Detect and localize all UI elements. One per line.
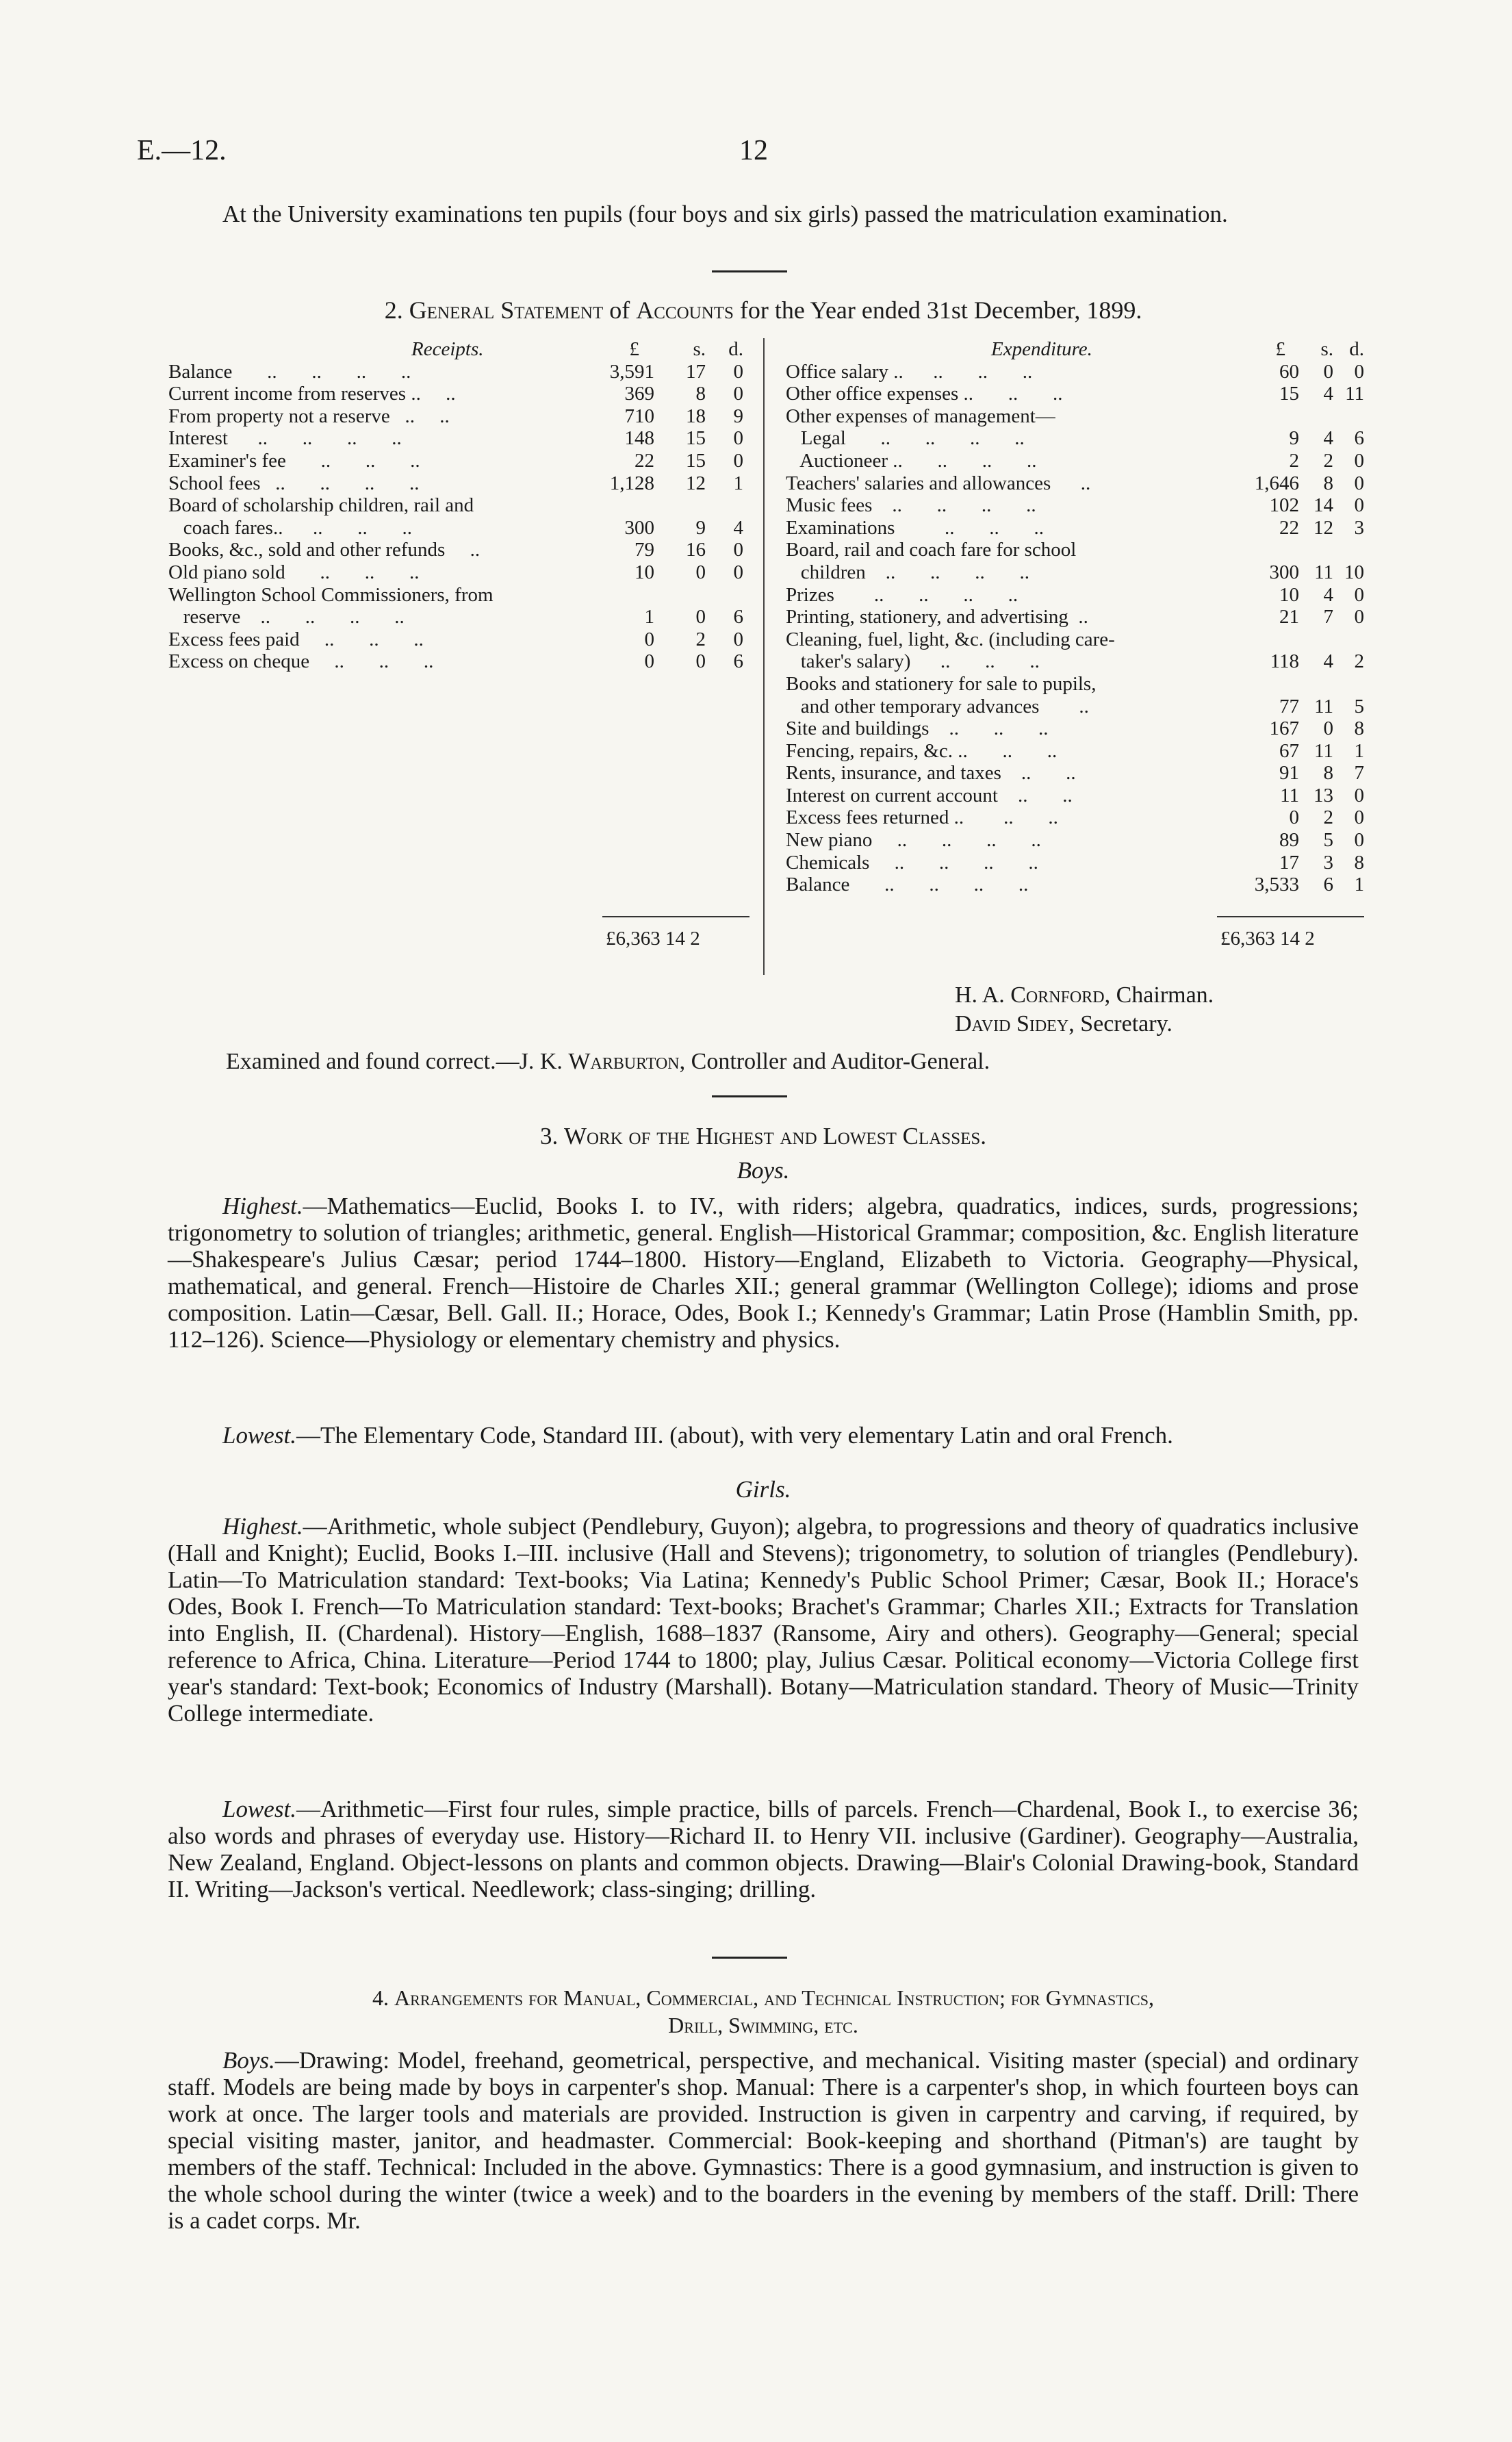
account-row	[786, 361, 1364, 383]
account-shillings: 9	[695, 516, 706, 539]
account-pence: 0	[1354, 784, 1364, 806]
account-shillings: 6	[1323, 874, 1333, 896]
account-pounds: 89	[1279, 829, 1299, 852]
account-pence: 8	[1354, 851, 1364, 874]
account-shillings: 4	[1323, 427, 1333, 450]
account-row	[786, 785, 1364, 807]
account-row	[786, 383, 1364, 405]
account-shillings: 0	[695, 650, 706, 673]
account-label: Excess fees paid .. .. ..	[168, 628, 424, 650]
account-shillings: 14	[1314, 494, 1333, 517]
girls-highest-paragraph: Highest.—Arithmetic, whole subject (Pendlebury, Guyon); algebra, to progressions and theory of quadratics inclusive (Hall and Knight); Euclid, Books I.–III. inclusive (Hall and Stevens); trigonometry, to solution of triangles (Pendlebury). Latin—To Matriculation standard: Text-books; Via Latina; Kennedy's Public School Primer; Cæsar, Book II.; Horace's Odes, Book I. French—To Matriculation standard: Text-books; Brachet's Grammar; Charles XII.; Extracts for Translation into English, II. (Chardenal). History—English, 1688–1837 (Ransome, Airy and others). Geography—General; special reference to Africa, China. Literature—Period 1744 to 1800; play, Julius Cæsar. Political economy—Victoria College first year's standard: Text-book; Economics of Industry (Marshall). Botany—Matriculation standard. Theory of Music—Trinity College intermediate.	[168, 1513, 1359, 1727]
account-shillings: 18	[686, 405, 706, 427]
account-row	[786, 628, 1364, 651]
section4-title: 4. Arrangements for Manual, Commercial, and Technical Instruction; for Gymnastics, Drill, Swimming, etc.	[372, 1985, 1154, 2037]
account-pence: 8	[1354, 717, 1364, 740]
account-pounds: 1,646	[1254, 472, 1299, 494]
account-pence: 0	[1354, 583, 1364, 606]
account-label: Board of scholarship children, rail and	[168, 494, 474, 517]
account-shillings: 0	[695, 561, 706, 583]
pounds-header: £	[1275, 338, 1285, 360]
account-shillings: 12	[686, 472, 706, 494]
account-pounds: 369	[624, 383, 654, 405]
receipts-table	[168, 338, 757, 673]
account-pounds: 60	[1279, 360, 1299, 383]
account-label: Excess fees returned .. .. ..	[786, 806, 1058, 829]
account-row	[786, 740, 1364, 763]
girls-lowest-paragraph: Lowest.—Arithmetic—First four rules, simple practice, bills of parcels. French—Chardenal, Book I., to exercise 36; also words and phrases of everyday use. History—Richard II. to Henry VII. inclusive (Gardiner). Geography—Australia, New Zealand, England. Object-lessons on plants and common objects. Drawing—Blair's Colonial Drawing-book, Standard II. Writing—Jackson's vertical. Needlework; class-singing; drilling.	[168, 1796, 1359, 1903]
account-pounds: 167	[1269, 717, 1299, 740]
account-pounds: 710	[624, 405, 654, 427]
boys-lowest-paragraph: Lowest.—The Elementary Code, Standard III. (about), with very elementary Latin and oral French.	[222, 1422, 1173, 1449]
account-row	[786, 472, 1364, 495]
document-code: E.—12.	[137, 135, 227, 166]
account-pounds: 79	[635, 539, 654, 561]
receipts-heading: Receipts.	[411, 338, 484, 360]
account-row	[168, 383, 757, 405]
account-pounds: 9	[1289, 427, 1299, 450]
account-label: reserve .. .. .. ..	[168, 606, 405, 628]
account-pence: 0	[733, 427, 743, 450]
account-label: New piano .. .. .. ..	[786, 829, 1041, 852]
account-label: Teachers' salaries and allowances ..	[786, 472, 1091, 494]
account-row	[168, 539, 757, 561]
section4-boys-paragraph: Boys.—Drawing: Model, freehand, geometrical, perspective, and mechanical. Visiting master (special) and ordinary staff. Models are being made by boys in carpenter's shop. Manual: There is a carpenter's shop, in which fourteen boys can work at once. The larger tools and materials are provided. Instruction is given in carpentry and carving, if required, by special visiting master, janitor, and headmaster. Commercial: Book-keeping and shorthand (Pitman's) are taught by members of the staff. Technical: Included in the above. Gymnastics: There is a good gymnasium, and instruction is given to the whole school during the winter (twice a week) and to the boarders in the evening by members of the staff. Drill: There is a cadet corps. Mr.	[168, 2047, 1359, 2234]
account-pence: 0	[1354, 360, 1364, 383]
receipts-total-rule	[602, 916, 749, 917]
account-row	[786, 405, 1364, 428]
account-pounds: 91	[1279, 762, 1299, 785]
section-divider	[712, 1095, 787, 1097]
account-row	[168, 517, 757, 539]
pence-header: d.	[1349, 338, 1364, 360]
account-shillings: 11	[1314, 561, 1333, 583]
account-row	[786, 561, 1364, 584]
account-pounds: 77	[1279, 695, 1299, 717]
account-pence: 0	[733, 449, 743, 472]
account-pence: 1	[1354, 739, 1364, 762]
account-row	[786, 650, 1364, 673]
account-pounds: 17	[1279, 851, 1299, 874]
account-row	[786, 696, 1364, 718]
account-pence: 0	[1354, 472, 1364, 494]
accounts-title: 2. General Statement of Accounts for the Year ended 31st December, 1899.	[384, 296, 1142, 324]
account-shillings: 4	[1323, 583, 1333, 606]
account-pounds: 102	[1269, 494, 1299, 517]
pence-header: d.	[728, 338, 743, 360]
account-row	[168, 427, 757, 450]
shillings-header: s.	[693, 338, 706, 360]
account-pounds: 300	[1269, 561, 1299, 583]
account-shillings: 8	[695, 383, 706, 405]
account-pounds: 0	[644, 628, 654, 650]
account-pence: 0	[733, 539, 743, 561]
account-label: Other office expenses .. .. ..	[786, 383, 1063, 405]
receipts-header-row	[168, 338, 757, 361]
account-shillings: 4	[1323, 383, 1333, 405]
account-row	[786, 874, 1364, 896]
account-pence: 0	[1354, 449, 1364, 472]
account-label: Prizes .. .. .. ..	[786, 583, 1018, 606]
expenditure-heading: Expenditure.	[991, 338, 1092, 360]
account-pounds: 10	[635, 561, 654, 583]
receipts-rows	[168, 361, 757, 673]
account-pence: 5	[1354, 695, 1364, 717]
account-label: Excess on cheque .. .. ..	[168, 650, 434, 673]
account-label: Other expenses of management—	[786, 405, 1055, 427]
account-label: Books, &c., sold and other refunds ..	[168, 539, 480, 561]
account-shillings: 17	[686, 360, 706, 383]
account-shillings: 11	[1314, 739, 1333, 762]
account-shillings: 8	[1323, 472, 1333, 494]
account-row	[786, 427, 1364, 450]
auditor-statement: Examined and found correct.—J. K. Warburton, Controller and Auditor-General.	[226, 1049, 990, 1074]
account-pence: 1	[733, 472, 743, 494]
account-pence: 0	[1354, 829, 1364, 852]
account-shillings: 15	[686, 427, 706, 450]
account-label: Legal .. .. .. ..	[786, 427, 1025, 450]
account-label: Cleaning, fuel, light, &c. (including care-	[786, 628, 1115, 650]
account-label: Site and buildings .. .. ..	[786, 717, 1049, 740]
account-label: School fees .. .. .. ..	[168, 472, 420, 494]
account-label: Wellington School Commissioners, from	[168, 583, 494, 606]
account-pounds: 1	[644, 606, 654, 628]
account-pence: 6	[733, 606, 743, 628]
account-row	[786, 606, 1364, 628]
account-label: Books and stationery for sale to pupils,	[786, 672, 1097, 695]
account-pence: 6	[1354, 427, 1364, 450]
account-row	[168, 650, 757, 673]
account-label: Old piano sold .. .. ..	[168, 561, 420, 583]
account-label: coach fares.. .. .. ..	[168, 516, 412, 539]
account-label: Printing, stationery, and advertising ..	[786, 606, 1088, 628]
account-pounds: 0	[644, 650, 654, 673]
account-pounds: 0	[1289, 806, 1299, 829]
account-pence: 4	[733, 516, 743, 539]
section3-title: 3. Work of the Highest and Lowest Classes.	[539, 1123, 987, 1149]
account-shillings: 8	[1323, 762, 1333, 785]
account-label: Board, rail and coach fare for school	[786, 539, 1077, 561]
expenditure-table	[786, 338, 1364, 896]
account-row	[168, 561, 757, 584]
account-pounds: 300	[624, 516, 654, 539]
account-pence: 11	[1345, 383, 1364, 405]
account-pounds: 21	[1279, 606, 1299, 628]
account-shillings: 15	[686, 449, 706, 472]
account-pounds: 118	[1270, 650, 1299, 673]
girls-heading: Girls.	[735, 1476, 791, 1503]
account-pence: 9	[733, 405, 743, 427]
account-pounds: 3,533	[1254, 874, 1299, 896]
account-pence: 2	[1354, 650, 1364, 673]
account-pence: 6	[733, 650, 743, 673]
account-row	[168, 405, 757, 428]
account-shillings: 13	[1314, 784, 1333, 806]
account-row	[786, 584, 1364, 607]
chairman-signature: H. A. Cornford, Chairman.	[955, 982, 1214, 1008]
account-label: Fencing, repairs, &c. .. .. ..	[786, 739, 1058, 762]
account-shillings: 2	[1323, 806, 1333, 829]
account-label: Examiner's fee .. .. ..	[168, 449, 420, 472]
account-pounds: 15	[1279, 383, 1299, 405]
account-label: Auctioneer .. .. .. ..	[786, 449, 1037, 472]
intro-paragraph: At the University examinations ten pupils (four boys and six girls) passed the matriculation examination.	[222, 201, 1228, 227]
expenditure-total: £6,363 14 2	[1220, 928, 1315, 950]
account-pounds: 148	[624, 427, 654, 450]
account-row	[786, 762, 1364, 785]
section-divider	[712, 1957, 787, 1959]
shillings-header: s.	[1320, 338, 1333, 360]
account-label: and other temporary advances ..	[786, 695, 1089, 717]
account-pounds: 67	[1279, 739, 1299, 762]
account-row	[786, 494, 1364, 517]
pounds-header: £	[629, 338, 639, 360]
account-row	[168, 472, 757, 495]
expenditure-total-rule	[1217, 916, 1364, 917]
account-pounds: 3,591	[609, 360, 654, 383]
account-pounds: 11	[1280, 784, 1299, 806]
account-row	[786, 829, 1364, 852]
account-label: Rents, insurance, and taxes .. ..	[786, 762, 1076, 785]
account-shillings: 2	[695, 628, 706, 650]
expenditure-rows	[786, 361, 1364, 896]
account-pounds: 1,128	[609, 472, 654, 494]
account-row	[786, 852, 1364, 874]
account-row	[168, 361, 757, 383]
receipts-total: £6,363 14 2	[606, 928, 700, 950]
account-shillings: 0	[1323, 360, 1333, 383]
account-label: Balance .. .. .. ..	[168, 360, 411, 383]
account-pence: 0	[733, 360, 743, 383]
account-row	[786, 673, 1364, 696]
account-shillings: 3	[1323, 851, 1333, 874]
account-row	[786, 539, 1364, 561]
account-shillings: 11	[1314, 695, 1333, 717]
account-pounds: 22	[1279, 516, 1299, 539]
account-pence: 0	[1354, 494, 1364, 517]
account-shillings: 12	[1314, 516, 1333, 539]
account-row	[168, 494, 757, 517]
account-label: Office salary .. .. .. ..	[786, 360, 1033, 383]
account-pence: 0	[1354, 806, 1364, 829]
account-pence: 0	[733, 383, 743, 405]
account-row	[786, 717, 1364, 740]
account-shillings: 0	[695, 606, 706, 628]
account-pence: 0	[733, 561, 743, 583]
account-label: Balance .. .. .. ..	[786, 874, 1029, 896]
account-pence: 1	[1354, 874, 1364, 896]
account-pence: 3	[1354, 516, 1364, 539]
expenditure-header-row	[786, 338, 1364, 361]
account-shillings: 16	[686, 539, 706, 561]
account-row	[168, 450, 757, 472]
account-label: taker's salary) .. .. ..	[786, 650, 1040, 673]
account-label: Interest .. .. .. ..	[168, 427, 402, 450]
boys-highest-paragraph: Highest.—Mathematics—Euclid, Books I. to IV., with riders; algebra, quadratics, indices, surds, progressions; trigonometry to solution of triangles; arithmetic, general. English—Historical Grammar; composition, &c. English literature—Shakespeare's Julius Cæsar; period 1744–1800. History—England, Elizabeth to Victoria. Geography—Physical, mathematical, and general. French—Histoire de Charles XII.; general grammar (Wellington College); idioms and prose composition. Latin—Cæsar, Bell. Gall. II.; Horace, Odes, Book I.; Kennedy's Grammar; Latin Prose (Hamblin Smith, pp. 112–126). Science—Physiology or elementary chemistry and physics.	[168, 1193, 1359, 1353]
account-row	[786, 806, 1364, 829]
account-pounds: 10	[1279, 583, 1299, 606]
account-label: Current income from reserves .. ..	[168, 383, 456, 405]
account-shillings: 5	[1323, 829, 1333, 852]
account-label: Music fees .. .. .. ..	[786, 494, 1036, 517]
account-shillings: 4	[1323, 650, 1333, 673]
account-pounds: 2	[1289, 449, 1299, 472]
account-row	[168, 606, 757, 628]
column-divider	[763, 338, 765, 975]
account-pence: 0	[1354, 606, 1364, 628]
boys-heading: Boys.	[736, 1157, 790, 1184]
account-pounds: 22	[635, 449, 654, 472]
account-row	[168, 584, 757, 607]
page-number: 12	[739, 135, 768, 166]
account-shillings: 7	[1323, 606, 1333, 628]
account-row	[786, 450, 1364, 472]
account-pence: 0	[733, 628, 743, 650]
account-pence: 10	[1344, 561, 1364, 583]
section-divider	[712, 270, 787, 272]
account-shillings: 2	[1323, 449, 1333, 472]
account-row	[786, 517, 1364, 539]
account-label: Examinations .. .. ..	[786, 516, 1044, 539]
account-label: children .. .. .. ..	[786, 561, 1030, 583]
account-label: From property not a reserve .. ..	[168, 405, 450, 427]
secretary-signature: David Sidey, Secretary.	[955, 1011, 1173, 1036]
account-label: Chemicals .. .. .. ..	[786, 851, 1038, 874]
account-label: Interest on current account .. ..	[786, 784, 1073, 806]
account-shillings: 0	[1323, 717, 1333, 740]
account-pence: 7	[1354, 762, 1364, 785]
account-row	[168, 628, 757, 651]
